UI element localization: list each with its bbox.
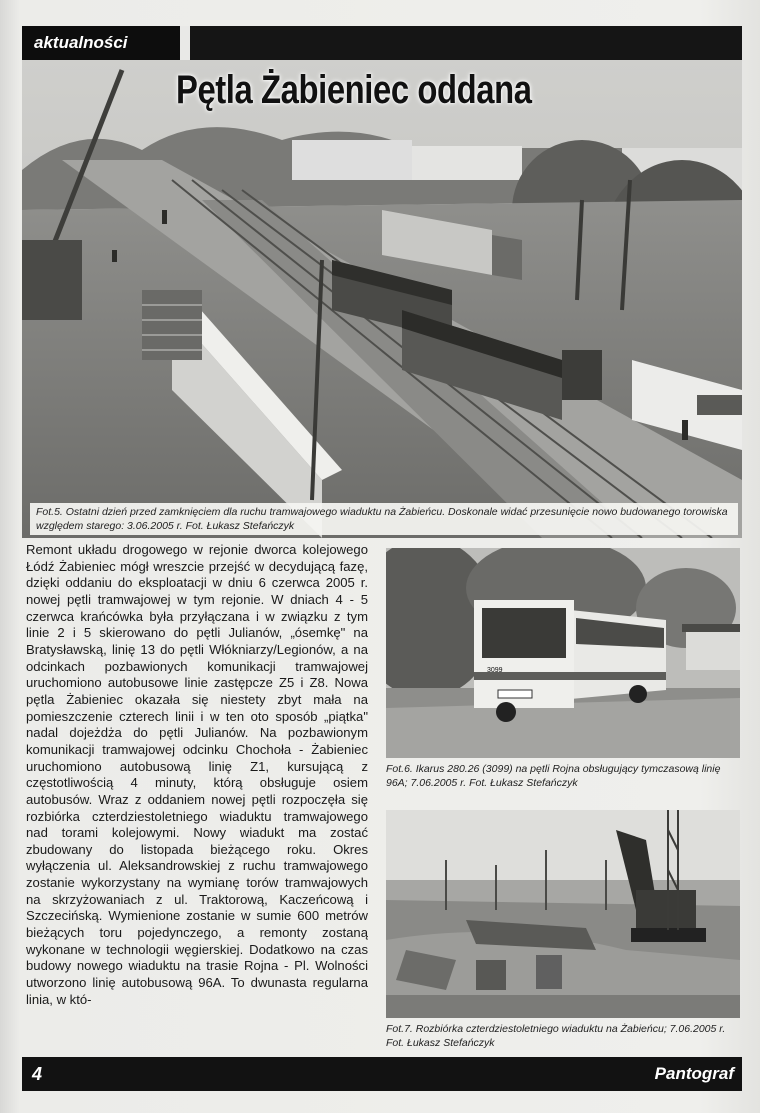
bus-number-label: 3099 bbox=[487, 667, 503, 674]
page-number: 4 bbox=[32, 1064, 43, 1084]
photo-bus-illustration bbox=[386, 548, 740, 758]
headline: Pętla Żabieniec oddana bbox=[176, 68, 532, 112]
section-tag: aktualności bbox=[22, 26, 180, 60]
photo-bus bbox=[386, 548, 740, 758]
main-photo-caption: Fot.5. Ostatni dzień przed zamknięciem dla ruchu tramwajowego wiaduktu na Żabieńcu. Doskonale widać przesunięcie nowo budowanego torowiska względem starego: 3.06.2005 r. Fot. Łukasz Stefańczyk bbox=[30, 503, 738, 535]
article-body: Remont układu drogowego w rejonie dworca kolejowego Łódź Żabieniec mógł wreszcie przejść w decydującą fazę, dzięki oddaniu do eksploatacji w dniu 6 czerwca 2005 r. nowej pętli tramwajowej w tym rejonie. W dniach 4 - 5 czerwca krańcówka była przyłączana i w związku z tym linie 2 i 5 skierowano do pętli Julianów, „ósemkę" na Bratysławską, linię 13 do pętli Włókniarzy/Legionów, a na odcinkach pozbawionych komunikacji tramwajowej uruchomiono autobusowe linie zastępcze Z5 i Z8. Nowa pętla Żabieniec okazała się niestety zbyt mała na pomieszczenie czterech linii i w ten oto sposób „piątka" nadal dojeżdża do pętli Julianów. Na pozbawionym komunikacji tramwajowej odcinku Chochoła - Żabieniec uruchomiono autobusową linię Z1, kursującą z częstotliwością 4 minuty, którą obsługuje osiem autobusów. Wraz z oddaniem nowej pętli rozpoczęła się rozbiórka czterdziestoletniego wiaduktu tramwajowego nad torami kolejowymi. Nowy wiadukt ma zostać zbudowany do listopada bieżącego roku. Okres wyłączenia ul. Aleksandrowskiej z ruchu tramwajowego zostanie wykorzystany na wymianę torów tramwajowych na skrzyżowaniach z ul. Traktorową, Kaczeńcową i Szczecińską. Wymienione zostanie w sumie 600 metrów bieżących toru pojedynczego, a remonty zostaną wykonane w technologii węgierskiej. Dodatkowo na czas budowy nowego wiaduktu na trasie Rojna - Pl. Wolności utworzono linię autobusową 96A. To dwunasta regularna linia, w któ- bbox=[26, 542, 368, 1007]
main-photo bbox=[22, 60, 742, 538]
photo-bus-caption: Fot.6. Ikarus 280.26 (3099) na pętli Rojna obsługujący tymczasową linię 96A; 7.06.2005 r. Fot. Łukasz Stefańczyk bbox=[386, 763, 721, 789]
photo-demolition bbox=[386, 810, 740, 1018]
main-photo-illustration bbox=[22, 60, 742, 538]
magazine-name: Pantograf bbox=[654, 1064, 734, 1083]
footer-band bbox=[22, 1057, 742, 1091]
photo-demolition-illustration bbox=[386, 810, 740, 1018]
photo-demolition-caption: Fot.7. Rozbiórka czterdziestoletniego wiaduktu na Żabieńcu; 7.06.2005 r. Fot. Łukasz Stefańczyk bbox=[386, 1023, 726, 1049]
